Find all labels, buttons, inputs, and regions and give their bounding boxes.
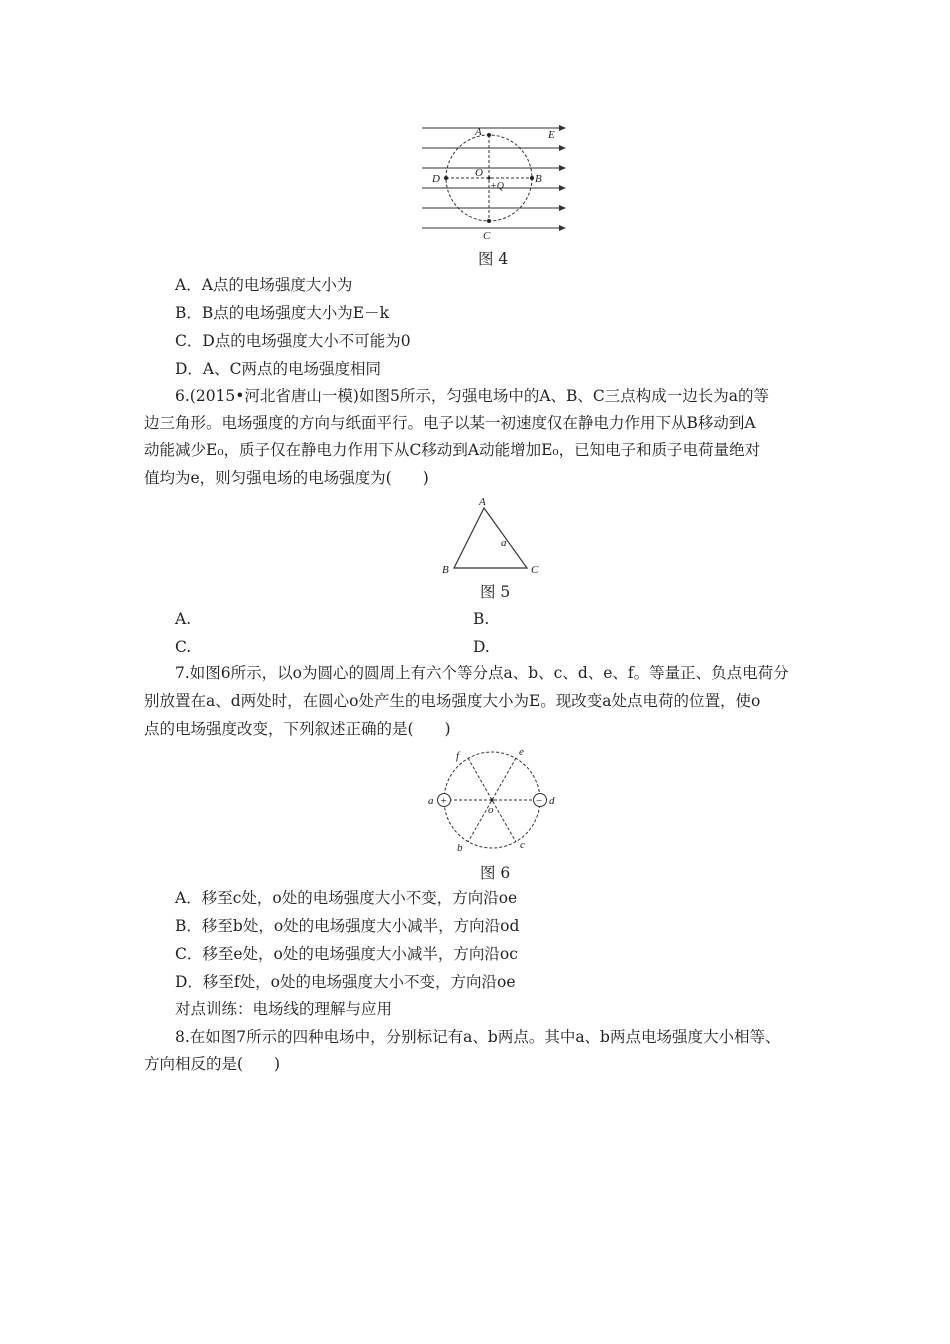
figure-5 bbox=[440, 495, 545, 577]
q5-option-d: D．A、C两点的电场强度相同 bbox=[175, 360, 381, 378]
label-side-a: a bbox=[501, 537, 507, 549]
plus-sign: + bbox=[440, 795, 447, 807]
label-e: e bbox=[519, 746, 524, 758]
q6-option-a: A. bbox=[175, 610, 192, 628]
label-c: C bbox=[483, 230, 491, 242]
q5-option-c: C．D点的电场强度大小不可能为0 bbox=[175, 332, 411, 350]
q6-option-b: B. bbox=[473, 610, 490, 628]
figure-6-caption: 图 6 bbox=[480, 864, 511, 882]
point-a bbox=[487, 133, 491, 137]
label-e: E bbox=[548, 129, 555, 141]
label-b: b bbox=[457, 842, 463, 854]
figure-4 bbox=[420, 120, 570, 242]
charge-q bbox=[487, 176, 490, 179]
label-b: B bbox=[535, 173, 542, 185]
q5-option-b: B．B点的电场强度大小为E－k bbox=[175, 304, 389, 322]
label-c: C bbox=[531, 564, 539, 576]
label-d: D bbox=[432, 173, 440, 185]
label-q: +Q bbox=[490, 181, 504, 192]
triangle bbox=[454, 508, 527, 568]
q6-option-d: D. bbox=[473, 638, 490, 656]
q5-option-a: A．A点的电场强度大小为 bbox=[175, 276, 353, 294]
q7-line-3: 点的电场强度改变，下列叙述正确的是( ) bbox=[144, 720, 451, 738]
figure-4-caption: 图 4 bbox=[478, 250, 509, 268]
figure-5-caption: 图 5 bbox=[480, 583, 511, 601]
section-title: 对点训练：电场线的理解与应用 bbox=[175, 1000, 393, 1018]
label-o: O bbox=[475, 167, 483, 179]
point-c bbox=[487, 219, 491, 223]
label-b: B bbox=[442, 564, 449, 576]
q7-line-1: 7.如图6所示，以o为圆心的圆周上有六个等分点a、b、c、d、e、f。等量正、负点电荷分 bbox=[175, 664, 789, 682]
label-c: c bbox=[520, 839, 525, 851]
q6-line-4: 值均为e，则匀强电场的电场强度为( ) bbox=[144, 469, 429, 487]
label-a: A bbox=[479, 496, 486, 508]
label-a: A bbox=[475, 126, 482, 138]
q7-line-2: 别放置在a、d两处时，在圆心o处产生的电场强度大小为E。现改变a处点电荷的位置，使o bbox=[144, 692, 761, 710]
point-b bbox=[530, 176, 534, 180]
q7-option-c: C．移至e处，o处的电场强度大小减半，方向沿oc bbox=[175, 945, 518, 963]
figure-6 bbox=[425, 745, 560, 857]
label-o: o bbox=[488, 804, 494, 816]
q8-line-2: 方向相反的是( ) bbox=[144, 1055, 281, 1073]
q7-option-a: A．移至c处，o处的电场强度大小不变，方向沿oe bbox=[175, 889, 518, 907]
minus-sign: − bbox=[536, 795, 543, 807]
q6-line-2: 边三角形。电场强度的方向与纸面平行。电子以某一初速度仅在静电力作用下从B移动到A bbox=[144, 414, 756, 432]
q8-line-1: 8.在如图7所示的四种电场中，分别标记有a、b两点。其中a、b两点电场强度大小相等、 bbox=[175, 1028, 781, 1046]
q7-option-d: D．移至f处，o处的电场强度大小不变，方向沿oe bbox=[175, 973, 516, 991]
label-d: d bbox=[549, 795, 555, 807]
q6-option-c: C. bbox=[175, 638, 192, 656]
q6-line-3: 动能减少E₀，质子仅在静电力作用下从C移动到A动能增加E₀，已知电子和质子电荷量绝对 bbox=[144, 441, 761, 459]
label-a: a bbox=[428, 795, 434, 807]
q6-line-1: 6.(2015•河北省唐山一模)如图5所示，匀强电场中的A、B、C三点构成一边长为a的等 bbox=[175, 387, 770, 405]
point-d bbox=[444, 176, 448, 180]
q7-option-b: B．移至b处，o处的电场强度大小减半，方向沿od bbox=[175, 917, 520, 935]
label-f: f bbox=[456, 750, 460, 762]
center-point bbox=[490, 798, 493, 801]
